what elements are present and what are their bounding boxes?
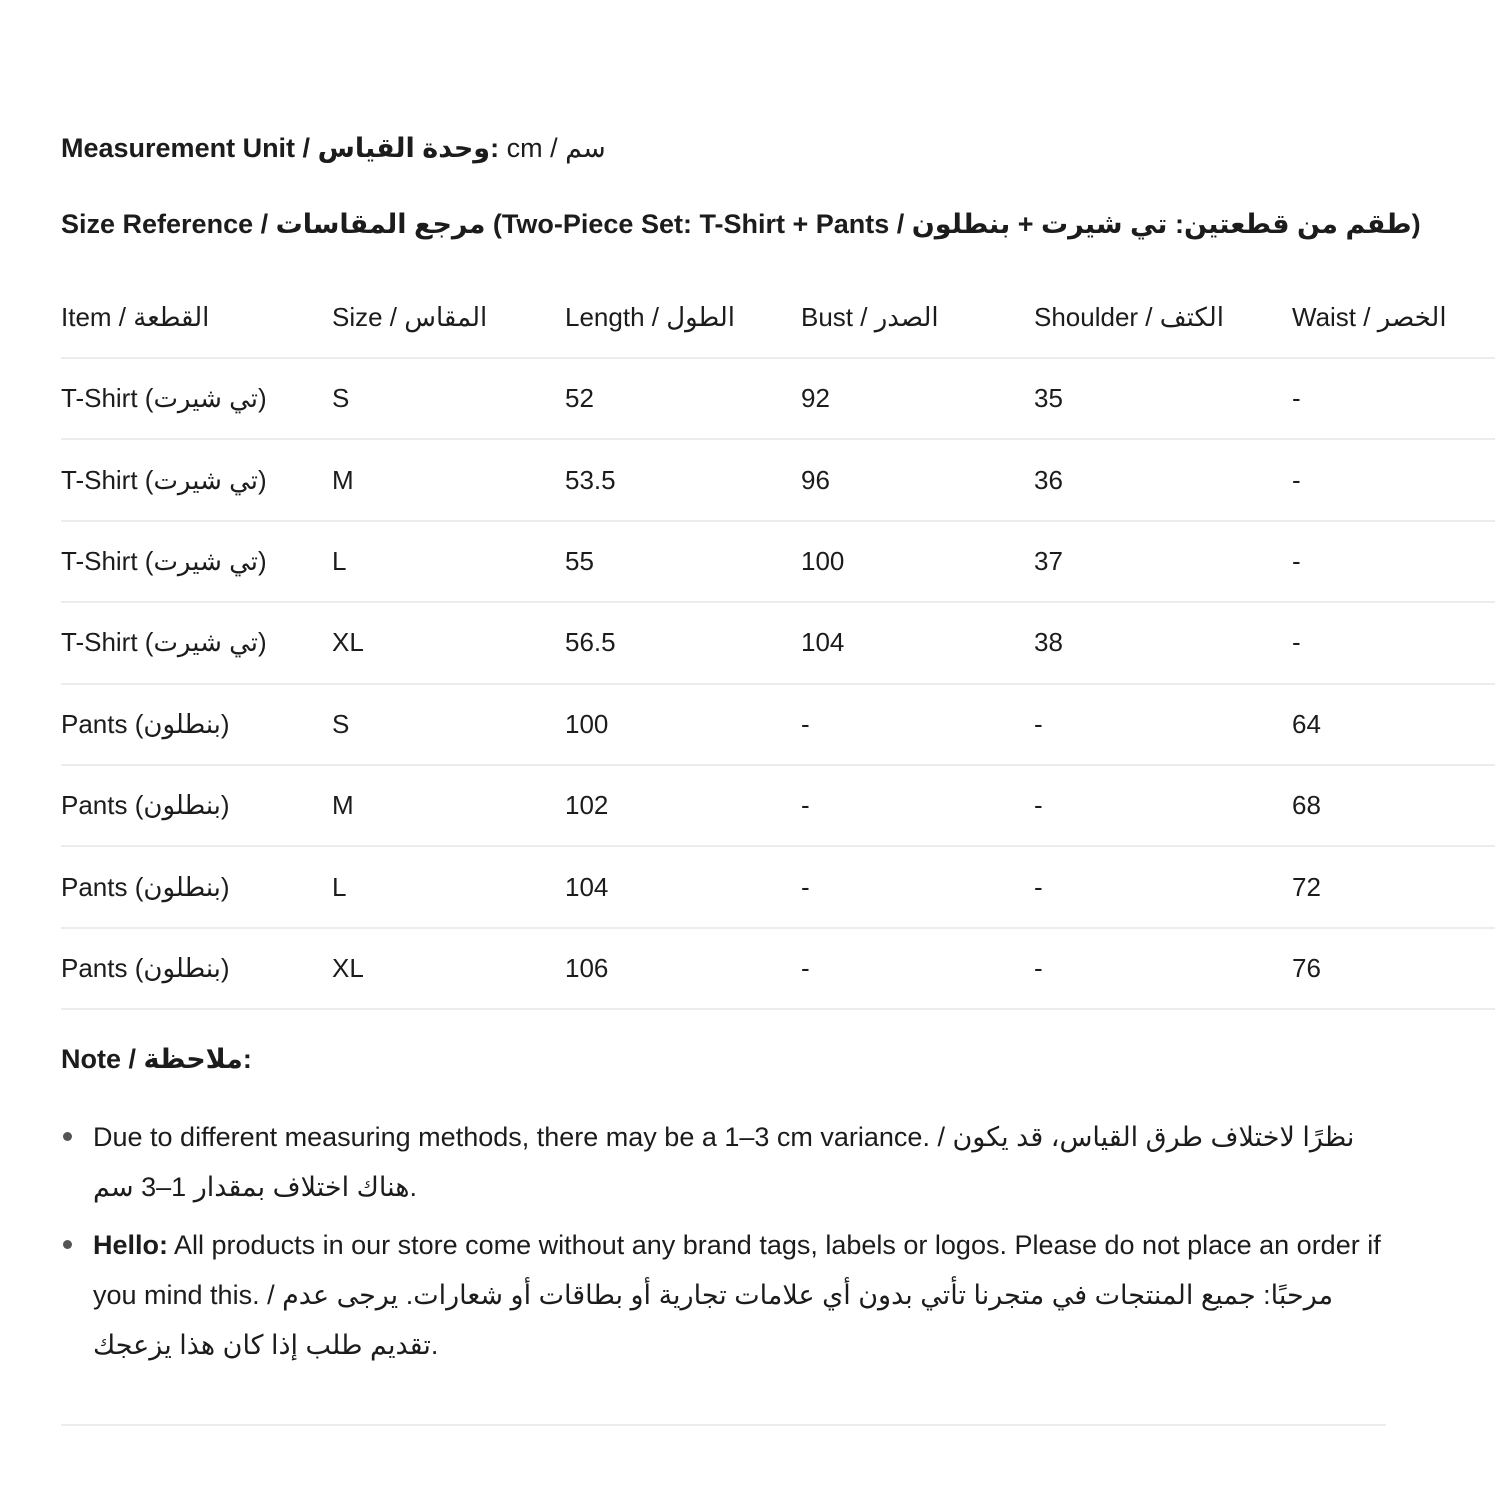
cell-waist: 68 (1292, 790, 1321, 821)
cell-shoulder: - (1034, 790, 1043, 821)
size-table (61, 278, 1495, 1010)
cell-size: M (332, 790, 354, 821)
cell-waist: 76 (1292, 952, 1321, 983)
size-reference-label: Size Reference / مرجع المقاسات (Two-Piece Set: T-Shirt + Pants / طقم من قطعتين: تي شيرت + بنطلون) (61, 209, 1421, 239)
cell-size: S (332, 383, 350, 414)
measurement-unit-line (61, 130, 606, 166)
note-text: Due to different measuring methods, there may be a 1–3 cm variance. / نظرًا لاختلاف طرق القياس، قد يكون هناك اختلاف بمقدار 1–3 سم. (93, 1122, 1355, 1202)
cell-bust: 100 (801, 545, 845, 576)
cell-length: 52 (565, 383, 594, 414)
cell-length: 53.5 (565, 464, 616, 495)
bullet-icon (63, 1240, 72, 1249)
table-row (61, 684, 1495, 765)
note-title: Note / ملاحظة: (61, 1044, 252, 1074)
cell-item: Pants (بنطلون) (61, 952, 230, 983)
header-bust: Bust / الصدر (801, 302, 939, 332)
header-size: Size / المقاس (332, 302, 488, 332)
list-item (61, 1220, 1391, 1370)
cell-size: L (332, 871, 347, 902)
cell-item: T-Shirt (تي شيرت) (61, 627, 267, 658)
cell-item: Pants (بنطلون) (61, 708, 230, 739)
table-row (61, 846, 1495, 927)
header-length: Length / الطول (565, 302, 735, 332)
note-list (61, 1112, 1391, 1378)
cell-size: L (332, 545, 347, 576)
cell-shoulder: 38 (1034, 627, 1063, 658)
cell-waist: 72 (1292, 871, 1321, 902)
cell-size: M (332, 464, 354, 495)
cell-size: XL (332, 627, 364, 658)
cell-item: Pants (بنطلون) (61, 871, 230, 902)
cell-bust: - (801, 708, 810, 739)
table-row (61, 602, 1495, 683)
header-shoulder: Shoulder / الكتف (1034, 302, 1225, 332)
cell-length: 102 (565, 790, 609, 821)
cell-shoulder: 37 (1034, 545, 1063, 576)
cell-shoulder: - (1034, 708, 1043, 739)
table-row (61, 439, 1495, 520)
cell-length: 106 (565, 952, 609, 983)
measurement-unit-label: Measurement Unit / وحدة القياس: (61, 133, 500, 163)
cell-waist: - (1292, 383, 1301, 414)
cell-item: T-Shirt (تي شيرت) (61, 545, 267, 576)
cell-length: 55 (565, 545, 594, 576)
cell-bust: - (801, 952, 810, 983)
cell-shoulder: 36 (1034, 464, 1063, 495)
cell-bust: 92 (801, 383, 830, 414)
size-reference-line (61, 206, 1421, 242)
table-header-row (61, 278, 1495, 358)
cell-length: 100 (565, 708, 609, 739)
cell-bust: - (801, 790, 810, 821)
cell-bust: 104 (801, 627, 845, 658)
cell-shoulder: - (1034, 871, 1043, 902)
bullet-icon (63, 1132, 72, 1141)
cell-length: 56.5 (565, 627, 616, 658)
measurement-unit-value: cm / سم (499, 133, 606, 163)
cell-size: S (332, 708, 350, 739)
header-item: Item / القطعة (61, 302, 210, 332)
cell-item: Pants (بنطلون) (61, 790, 230, 821)
cell-shoulder: 35 (1034, 383, 1063, 414)
cell-shoulder: - (1034, 952, 1043, 983)
cell-length: 104 (565, 871, 609, 902)
cell-item: T-Shirt (تي شيرت) (61, 464, 267, 495)
table-row (61, 521, 1495, 602)
cell-waist: - (1292, 464, 1301, 495)
divider (61, 1424, 1386, 1426)
cell-bust: 96 (801, 464, 830, 495)
cell-waist: - (1292, 627, 1301, 658)
header-waist: Waist / الخصر (1292, 302, 1447, 332)
cell-item: T-Shirt (تي شيرت) (61, 383, 267, 414)
cell-bust: - (801, 871, 810, 902)
table-row (61, 358, 1495, 439)
note-text: All products in our store come without any brand tags, labels or logos. Please do not place an order if you mind this. / مرحبًا: جميع المنتجات في متجرنا تأتي بدون أي علامات تجارية أو بطاقات أو شعارات. يرجى عدم تقديم طلب إذا كان هذا يزعجك. (93, 1230, 1381, 1360)
cell-size: XL (332, 952, 364, 983)
table-row (61, 765, 1495, 846)
table-row (61, 928, 1495, 1009)
cell-waist: 64 (1292, 708, 1321, 739)
note-bold-label: Hello: (93, 1230, 169, 1260)
list-item (61, 1112, 1391, 1212)
cell-waist: - (1292, 545, 1301, 576)
